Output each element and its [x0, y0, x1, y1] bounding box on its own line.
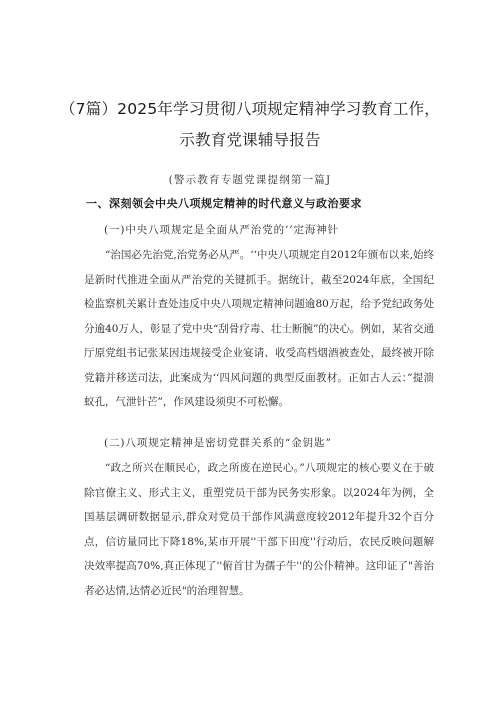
subsection-heading-1: (一)中央八项规定是全面从严治党的‘’定海神针: [104, 224, 340, 236]
subsection-heading-2: (二)八项规定精神是密切党群关系的“金钥匙”: [104, 437, 332, 449]
section-heading-1: 一、深刻领会中央八项规定精神的时代意义与政治要求: [86, 197, 362, 210]
document-title-line-1: （7篇）2025年学习贯彻八项规定精神学习教育工作，: [59, 100, 440, 118]
body-paragraph-2: “政之所兴在顺民心，政之所废在逆民心。”八项规定的核心要义在于破除官僚主义、形式主义，重塑党员干部为民务实形象。以2024年为例，全国基层调研数据显示,群众对党员干部作风满意度较2012年提升32个百分点，信访量同比下降18%,某市开展''干部下田度''行动后，农民反映问题解决效率提高70%,真正体现了''俯首甘为孺子牛''的公仆精神。这印证了"善治者必达情,达情必近民"的治理智慧。: [84, 462, 434, 597]
body-paragraph-1: “治国必先治党,治党务必从严。‘‘中央八项规定自2012年颁布以来,始终是新时代推进全面从严治党的关键抓手。据统计，截至2024年底，全国纪检监察机关累计查处违反中央八项规定精神问题逾80万起，给予党纪政务处分逾40万人，彰显了党中央“刮骨疗毒、壮士断腕”的决心。例如，某省交通厅原党组书记张某因违规接受企业宴请、收受高档烟酒被查处，最终被开除党籍并移送司法，此案成为‘‘四风问题的典型反面教材。正如古人云：”提溃蚁孔，气泄针芒”，作风建设须臾不可松懈。: [84, 249, 434, 408]
document-title-line-2: 示教育党课辅导报告: [179, 131, 321, 149]
document-subtitle: (警示教育专题党课提纲第一篇J: [168, 174, 332, 186]
